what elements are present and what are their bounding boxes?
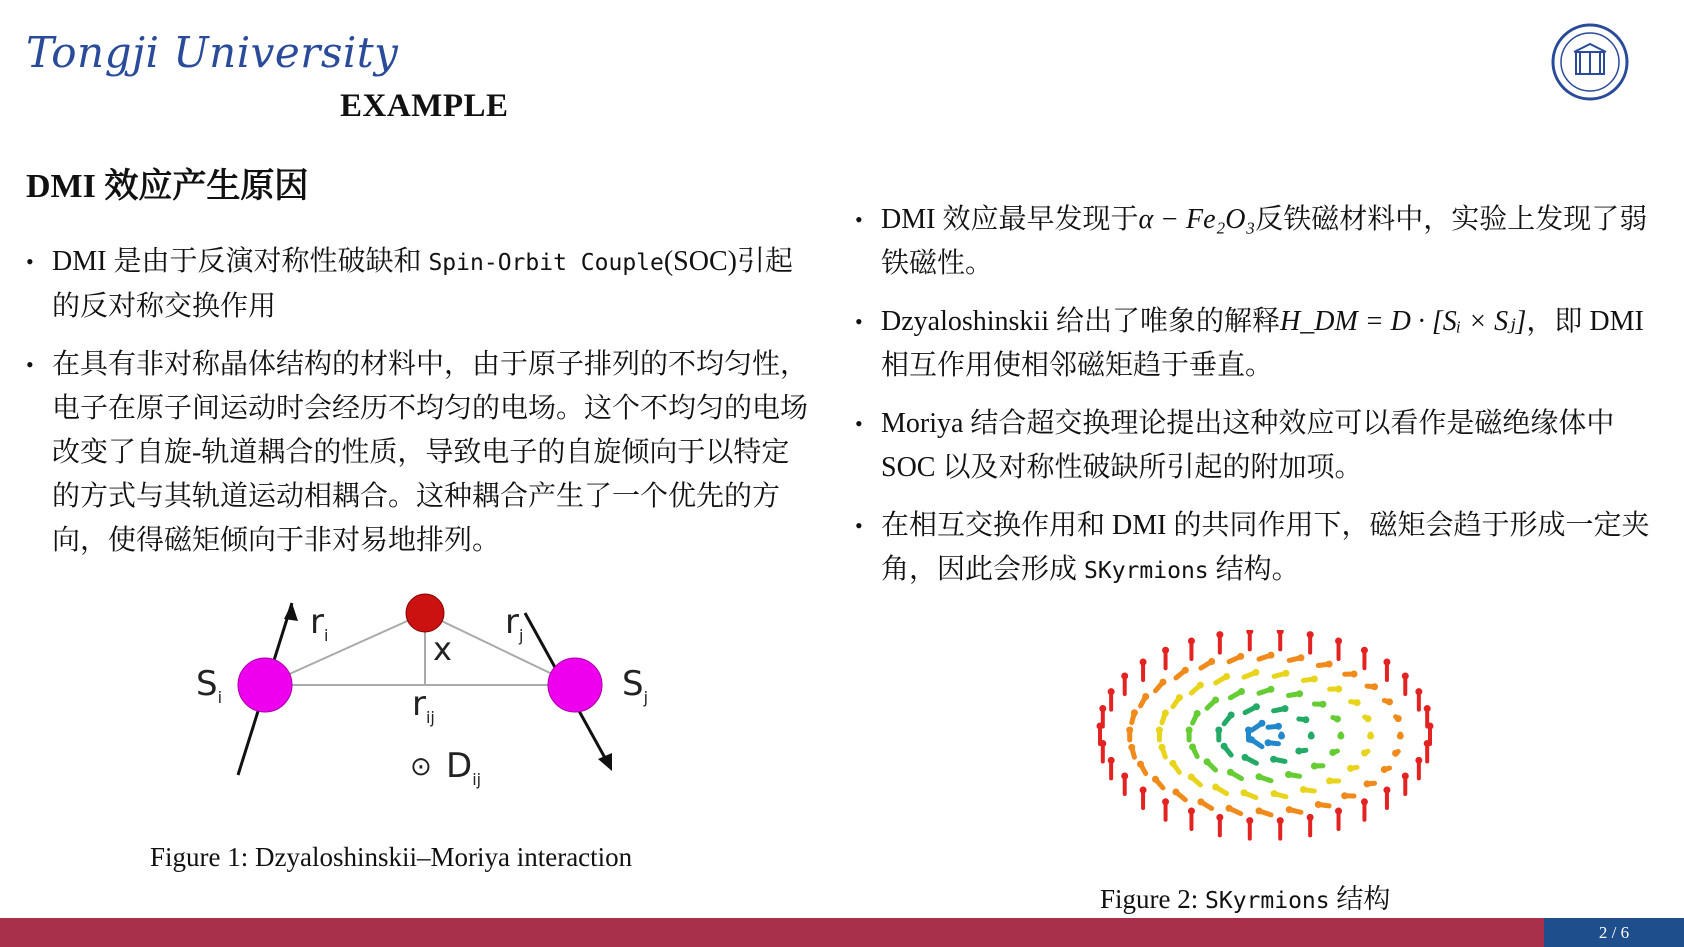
spin-arrowhead [1128,744,1135,751]
spin-arrowhead [1386,698,1393,705]
spin-arrowhead [1337,733,1344,740]
spin-arrowhead [1361,750,1368,757]
page-number: 2 / 6 [1544,918,1684,947]
spin-arrowhead [1265,739,1272,746]
spin-arrowhead [1241,789,1248,796]
spin-arrowhead [1228,711,1235,718]
spin-arrowhead [1140,658,1147,665]
spin-arrowhead [1126,727,1133,734]
figure2-caption-suffix: 结构 [1329,884,1391,914]
spin-arrowhead [1268,652,1275,659]
spin-arrowhead [1347,765,1354,772]
spin-arrowhead [1397,733,1404,740]
figure2-caption [1100,877,1390,916]
math-formula: α − Fe₂O₃ [1138,204,1256,235]
spin-arrowhead [1371,683,1378,690]
spin-arrowhead [1295,748,1302,755]
bullet-code: Spin-Orbit Couple [428,250,664,276]
spin-arrowhead [1270,756,1277,763]
spin-arrowhead [1268,686,1275,693]
spin-arrowhead [1277,817,1284,824]
spin-arrowhead [1308,733,1315,740]
spin-arrowhead [1282,670,1289,677]
spin-arrowhead [1383,658,1390,665]
spin-arrowhead [1246,817,1253,824]
right-bullet-2 [855,300,1655,388]
spin-arrowhead [1252,669,1259,676]
spin-arrowhead [1329,749,1336,756]
spin-arrowhead [1253,703,1260,710]
right-bullet-3 [855,402,1655,490]
spin-arrowhead [1194,710,1201,717]
spin-arrowhead [1169,760,1176,767]
spin-arrowhead [1204,758,1211,765]
spin-arrowhead [1424,740,1431,747]
spin-arrowhead [1237,653,1244,660]
spin-arrowhead [1326,777,1333,784]
spin-arrowhead [1383,787,1390,794]
spin-arrowhead [1212,696,1219,703]
spin-arrowhead [1197,682,1204,689]
spin-arrowhead [1197,798,1204,805]
spin-arrowhead [1121,773,1128,780]
bullet-dot-icon: • [26,249,34,274]
figure2-caption-prefix: Figure 2: [1100,884,1205,914]
spin-arrowhead [1172,789,1179,796]
spin-arrowhead [1341,792,1348,799]
spin-arrowhead [1271,790,1278,797]
spin-arrowhead [1351,670,1358,677]
bullet-text: 结构。 [1208,554,1300,585]
label-rij: $r_{ij}$ [412,684,435,727]
spin-arrowhead [1424,705,1431,712]
bullet-text: Moriya 结合超交换理论提出这种效应可以看作是磁绝缘体中 SOC 以及对称性破缺所引起的附加项。 [881,408,1615,483]
spin-arrowhead [1281,705,1288,712]
spin-arrowhead [1256,773,1263,780]
left-column [26,240,816,577]
spin-arrowhead [1108,688,1115,695]
bullet-text: (SOC)引起的反对称交换作用 [52,246,793,322]
spin-arrowhead [1286,806,1293,813]
bullet-text: DMI 是由于反演对称性破缺和 [52,246,429,277]
bullet-dot-icon: • [855,411,863,436]
spin-arrowhead [1216,631,1223,638]
bullet-dot-icon: • [855,513,863,538]
spin-arrowhead [1367,733,1374,740]
spin-arrowhead [1158,744,1165,751]
bullet-text: 在具有非对称晶体结构的材料中，由于原子排列的不均匀性，电子在原子间运动时会经历不均匀的电场。这个不均匀的电场改变了自旋-轨道耦合的性质，导致电子的自旋倾向于以特定的方式与其轨道运动相耦合。这种耦合产生了一个优先的方向，使得磁矩倾向于非对易地排列。 [52,349,809,556]
label-sj: $S_j$ [622,664,649,707]
spin-arrowhead [1275,723,1282,730]
spin-arrowhead [1300,786,1307,793]
spin-arrowhead [1307,631,1314,638]
bullet-text: 在相互交换作用和 DMI 的共同作用下，磁矩会趋于形成一定夹角，因此会形成 [881,510,1650,585]
dmi-diagram [180,585,680,805]
spin-arrowhead [1221,743,1228,750]
spin-arrowhead [1162,709,1169,716]
spin-arrowhead [1156,727,1163,734]
right-bullet-1 [855,198,1655,286]
bullet-text: DMI 效应最早发现于 [881,204,1139,235]
spin-arrowhead [1188,808,1195,815]
spin-arrowhead [1137,761,1144,768]
spin-arrowhead [1242,754,1249,761]
ligand-atom [406,594,444,632]
spin-arrowhead [1227,769,1234,776]
spin-arrowhead [1159,679,1166,686]
spin-arrowhead [1142,693,1149,700]
bullet-dot-icon: • [855,207,863,232]
spin-arrowhead [1189,743,1196,750]
figure2-caption-code: SKyrmions [1205,888,1330,914]
spin-arrowhead [1311,763,1318,770]
spin-arrowhead [1099,705,1106,712]
spin-arrowhead [1365,715,1372,722]
spin-arrowhead [1415,688,1422,695]
spin-arrowhead [1335,808,1342,815]
spin-arrowhead [1395,715,1402,722]
spin-arrowhead [1326,661,1333,668]
spin-sj-atom [548,658,602,712]
label-dij: $D_{ij}$ [446,746,482,789]
spin-arrowhead [1361,647,1368,654]
spin-arrowhead [1223,673,1230,680]
math-formula: H_DM = D · [Sᵢ × Sⱼ] [1280,306,1527,337]
spin-arrowhead [1392,750,1399,757]
spin-arrowhead [1182,667,1189,674]
left-bullet-1 [26,240,816,329]
spin-arrowhead [1285,771,1292,778]
spin-arrowhead [1415,757,1422,764]
label-si: $S_i$ [196,664,223,707]
section-heading: DMI 效应产生原因 [26,168,309,205]
spin-arrowhead [1402,672,1409,679]
figure1-caption: Figure 1: Dzyaloshinskii–Moriya interaction [150,842,633,872]
spin-arrowhead [1402,773,1409,780]
skyrmion-figure [1080,630,1450,850]
spin-arrowhead [1108,757,1115,764]
spin-arrowhead [1226,805,1233,812]
spin-arrowhead [1216,814,1223,821]
spin-arrowhead [1315,801,1322,808]
spin-arrowhead [1311,675,1318,682]
spin-arrowhead [1302,716,1309,723]
spin-arrowhead [1215,727,1222,734]
spin-arrowhead [1208,658,1215,665]
spin-arrowhead [1277,630,1284,635]
spin-arrowhead [1152,776,1159,783]
spin-arrowhead [1238,688,1245,695]
spin-si-atom [238,658,292,712]
spin-arrowhead [1297,654,1304,661]
spin-arrowhead [1335,686,1342,693]
footer-bar [0,918,1684,947]
bullet-dot-icon: • [26,352,34,377]
left-bullet-2 [26,343,816,563]
frame-title: EXAMPLE [340,88,509,124]
tongji-logo-text: Tongji University [26,28,399,77]
spin-arrowhead [1335,637,1342,644]
spin-arrowhead [1296,690,1303,697]
bullet-text: 反铁磁材料中，实验上发现了弱铁磁性。 [881,204,1648,279]
spin-arrowhead [1131,709,1138,716]
bullet-dot-icon: • [855,309,863,334]
tongji-seal-icon [1550,22,1630,102]
spin-arrowhead [1188,773,1195,780]
spin-si-arrowhead-icon [284,603,298,621]
bullet-text: Dzyaloshinskii 给出了唯象的解释 [881,306,1280,337]
spin-arrowhead [1319,701,1326,708]
spin-arrowhead [1188,637,1195,644]
spin-arrowhead [1278,733,1285,740]
spin-arrowhead [1186,727,1193,734]
spin-arrowhead [1307,814,1314,821]
spin-arrowhead [1256,807,1263,814]
odot-icon: ⊙ [410,752,432,782]
spin-arrowhead [1381,766,1388,773]
spin-arrowhead [1246,630,1253,635]
spin-arrowhead [1258,720,1265,727]
spin-arrowhead [1212,784,1219,791]
label-ri: $r_i$ [310,602,329,645]
spin-arrowhead [1162,798,1169,805]
spin-arrowhead [1334,716,1341,723]
spin-arrowhead [1140,787,1147,794]
label-rj: $r_j$ [505,602,524,645]
spin-arrowhead [1176,694,1183,701]
spin-arrowhead [1364,780,1371,787]
label-x: x [433,630,452,668]
spin-arrowhead [1354,699,1361,706]
right-column [855,198,1655,607]
spin-arrowhead [1162,647,1169,654]
bullet-code: SKyrmions [1084,558,1209,584]
spin-arrowhead [1121,672,1128,679]
spin-arrowhead [1361,798,1368,805]
bullet-text: ，即 DMI 相互作用使相邻磁矩趋于垂直。 [881,306,1644,381]
right-bullet-4 [855,504,1655,593]
